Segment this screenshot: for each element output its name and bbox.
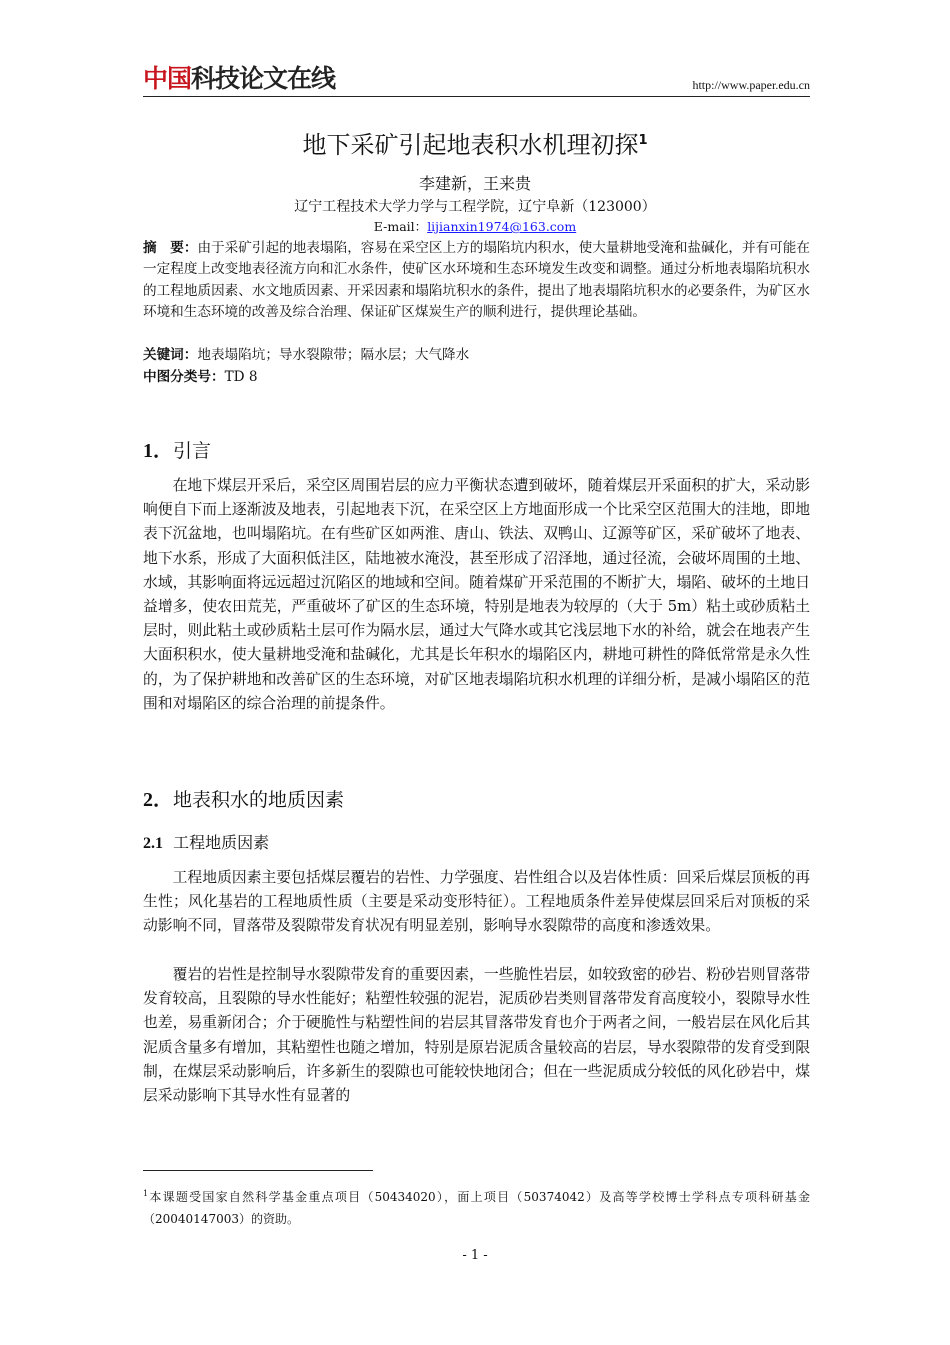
- subsection-title: 工程地质因素: [173, 833, 270, 852]
- logo-dark-text: 科技论文在线: [191, 64, 336, 93]
- affiliation: 辽宁工程技术大学力学与工程学院，辽宁阜新（123000）: [294, 199, 656, 215]
- title-text: 地下采矿引起地表积水机理初探: [302, 131, 639, 159]
- paragraph: 工程地质因素主要包括煤层覆岩的岩性、力学强度、岩性组合以及岩体性质：回采后煤层顶板的再生性；风化基岩的工程地质性质（主要是采动变形特征）。工程地质条件差异使煤层回采后对顶板的采动影响不同，冒落带及裂隙带发育状况有明显差别，影响导水裂隙带的高度和渗透效果。: [143, 869, 810, 935]
- paragraph: 覆岩的岩性是控制导水裂隙带发育的重要因素，一些脆性岩层，如较致密的砂岩、粉砂岩则冒落带发育较高，且裂隙的导水性能好；粘塑性较强的泥岩，泥质砂岩类则冒落带发育高度较小，裂隙导水性也差，易重新闭合；介于硬脆性与粘塑性间的岩层其冒落带发育也介于两者之间，一般岩层在风化后其泥质含量多有增加，其粘塑性也随之增加，特别是原岩泥质含量较高的岩层，导水裂隙带的发育受到限制，在煤层采动影响后，许多新生的裂隙也可能较快地闭合；但在一些泥质成分较低的风化砂岩中，煤层采动影响下其导水性有显著的: [143, 966, 810, 1105]
- paper-title: [0, 125, 950, 161]
- footnote: [143, 1183, 810, 1230]
- keywords-line: [143, 345, 810, 365]
- email-line: [0, 219, 950, 235]
- subsection-heading: [143, 832, 269, 855]
- page-header: [143, 62, 810, 97]
- abstract: [143, 238, 810, 324]
- authors: 李建新，王来贵: [418, 174, 531, 193]
- subsection-number: 2.1: [143, 835, 163, 852]
- section-heading: [143, 787, 344, 813]
- classification-label: 中图分类号：: [143, 369, 225, 385]
- abstract-label: 摘 要：: [143, 240, 198, 256]
- keywords-label: 关键词：: [143, 347, 198, 363]
- site-url[interactable]: http://www.paper.edu.cn: [692, 78, 810, 92]
- keywords-text: 地表塌陷坑；导水裂隙带；隔水层；大气降水: [197, 347, 470, 363]
- paragraph: 在地下煤层开采后，采空区周围岩层的应力平衡状态遭到破坏，随着煤层开采面积的扩大，采动影响便自下而上逐渐波及地表，引起地表下沉，在采空区上方地面形成一个比采空区范围大的洼地，即地表下沉盆地，也叫塌陷坑。在有些矿区如两淮、唐山、铁法、双鸭山、辽源等矿区，采矿破坏了地表、地下水系，形成了大面积低洼区，陆地被水淹没，甚至形成了沼泽地，通过径流，会破坏周围的土地、水域，其影响面将远远超过沉陷区的地域和空间。随着煤矿开采范围的不断扩大，塌陷、破坏的土地日益增多，使农田荒芜，严重破坏了矿区的生态环境，特别是地表为较厚的（大于 5m）粘土或砂质粘土层时，则此粘土或砂质粘土层可作为隔水层，通过大气降水或其它浅层地下水的补给，就会在地表产生大面积积水，使大量耕地受淹和盐碱化，尤其是长年积水的塌陷区内，耕地可耕性的降低常常是永久性的，为了保护耕地和改善矿区的生态环境，对矿区地表塌陷坑积水机理的详细分析，是减小塌陷区的范围和对塌陷区的综合治理的前提条件。: [143, 477, 810, 712]
- classification-line: [143, 367, 810, 387]
- logo-red-text: 中国: [143, 64, 192, 93]
- title-footnote-mark: 1: [638, 133, 648, 148]
- classification-code: TD 8: [224, 369, 258, 385]
- email-link[interactable]: lijianxin1974@163.com: [427, 219, 577, 234]
- section-title: 引言: [173, 440, 212, 462]
- footnote-text: 本课题受国家自然科学基金重点项目（50434020），面上项目（50374042）及高等学校博士学科点专项科研基金（20040147003）的资助。: [143, 1190, 810, 1226]
- section-number: 1．: [143, 440, 173, 462]
- footnote-mark: 1: [143, 1189, 149, 1198]
- section-heading: [143, 438, 211, 464]
- page-number: - 1 -: [462, 1248, 488, 1263]
- abstract-text: 由于采矿引起的地表塌陷，容易在采空区上方的塌陷坑内积水，使大量耕地受淹和盐碱化，并有可能在一定程度上改变地表径流方向和汇水条件，使矿区水环境和生态环境发生改变和调整。通过分析地表塌陷坑积水的工程地质因素、水文地质因素、开采因素和塌陷坑积水的条件，提出了地表塌陷坑积水的必要条件，为矿区水环境和生态环境的改善及综合治理、保证矿区煤炭生产的顺利进行，提供理论基础。: [143, 240, 810, 321]
- email-label: E-mail：: [373, 219, 428, 234]
- footnote-divider: [143, 1170, 373, 1171]
- site-logo[interactable]: [143, 64, 335, 94]
- section-number: 2．: [143, 789, 173, 811]
- section-title: 地表积水的地质因素: [173, 789, 345, 811]
